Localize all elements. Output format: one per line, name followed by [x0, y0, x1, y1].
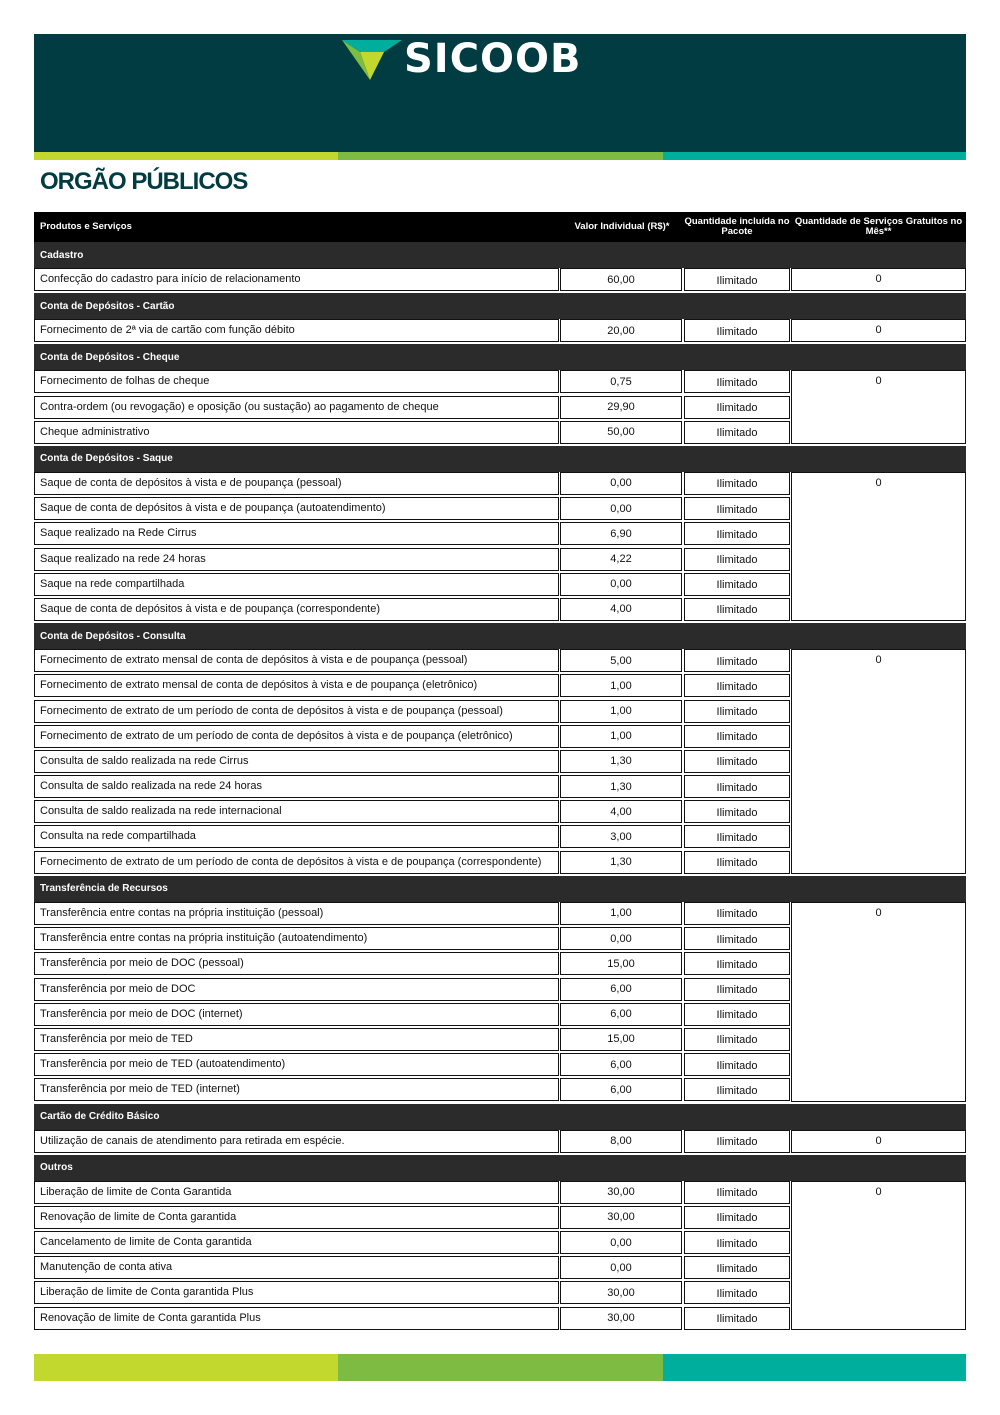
package-quantity: Ilimitado	[684, 268, 790, 291]
service-value: 0,00	[560, 1256, 682, 1279]
service-value: 20,00	[560, 319, 682, 342]
service-value: 29,90	[560, 396, 682, 419]
top-color-stripe	[34, 152, 966, 160]
service-value: 60,00	[560, 268, 682, 291]
service-name: Cancelamento de limite de Conta garantida	[34, 1231, 559, 1254]
service-value: 6,90	[560, 522, 682, 545]
package-quantity: Ilimitado	[684, 1028, 790, 1051]
package-quantity: Ilimitado	[684, 396, 790, 419]
section-group	[34, 1130, 966, 1155]
free-quantity: 0	[791, 1181, 966, 1330]
section-group	[34, 1181, 966, 1332]
service-name: Consulta de saldo realizada na rede internacional	[34, 800, 559, 823]
package-quantity: Ilimitado	[684, 649, 790, 672]
package-quantity: Ilimitado	[684, 522, 790, 545]
service-name: Fornecimento de extrato de um período de conta de depósitos à vista e de poupança (correspondente)	[34, 851, 559, 874]
package-quantity: Ilimitado	[684, 1281, 790, 1304]
package-quantity: Ilimitado	[684, 952, 790, 975]
service-value: 4,00	[560, 598, 682, 621]
service-value: 8,00	[560, 1130, 682, 1153]
service-value: 1,00	[560, 700, 682, 723]
package-quantity: Ilimitado	[684, 319, 790, 342]
section-header: Transferência de Recursos	[34, 876, 966, 902]
service-value: 0,00	[560, 1231, 682, 1254]
package-quantity: Ilimitado	[684, 598, 790, 621]
service-value: 30,00	[560, 1281, 682, 1304]
service-value: 3,00	[560, 825, 682, 848]
service-name: Confecção do cadastro para início de relacionamento	[34, 268, 559, 291]
package-quantity: Ilimitado	[684, 548, 790, 571]
free-quantity: 0	[791, 268, 966, 291]
service-value: 0,00	[560, 472, 682, 495]
service-value: 4,00	[560, 800, 682, 823]
package-quantity: Ilimitado	[684, 1206, 790, 1229]
service-name: Renovação de limite de Conta garantida Plus	[34, 1307, 559, 1330]
package-quantity: Ilimitado	[684, 1078, 790, 1101]
service-name: Transferência por meio de DOC	[34, 978, 559, 1001]
package-quantity: Ilimitado	[684, 700, 790, 723]
page-title: ORGÃO PÚBLICOS	[40, 168, 248, 195]
package-quantity: Ilimitado	[684, 927, 790, 950]
section-group	[34, 902, 966, 1104]
service-value: 0,00	[560, 497, 682, 520]
service-name: Fornecimento de 2ª via de cartão com função débito	[34, 319, 559, 342]
package-quantity: Ilimitado	[684, 1003, 790, 1026]
service-name: Liberação de limite de Conta garantida Plus	[34, 1281, 559, 1304]
service-name: Consulta de saldo realizada na rede Cirrus	[34, 750, 559, 773]
logo-text: SICOOB	[404, 36, 582, 82]
free-quantity: 0	[791, 472, 966, 621]
free-quantity: 0	[791, 370, 966, 444]
package-quantity: Ilimitado	[684, 1053, 790, 1076]
package-quantity: Ilimitado	[684, 573, 790, 596]
section-header: Conta de Depósitos - Cartão	[34, 293, 966, 319]
service-name: Transferência entre contas na própria instituição (autoatendimento)	[34, 927, 559, 950]
section-header: Conta de Depósitos - Consulta	[34, 623, 966, 649]
service-name: Fornecimento de extrato mensal de conta de depósitos à vista e de poupança (pessoal)	[34, 649, 559, 672]
section-header: Outros	[34, 1155, 966, 1181]
package-quantity: Ilimitado	[684, 800, 790, 823]
free-quantity: 0	[791, 902, 966, 1102]
service-value: 30,00	[560, 1307, 682, 1330]
package-quantity: Ilimitado	[684, 902, 790, 925]
fee-table	[34, 212, 966, 1332]
service-value: 1,00	[560, 725, 682, 748]
section-group	[34, 649, 966, 876]
service-value: 1,00	[560, 674, 682, 697]
header-free-qty: Quantidade de Serviços Gratuitos no Mês**	[794, 216, 963, 237]
package-quantity: Ilimitado	[684, 421, 790, 444]
service-value: 1,30	[560, 851, 682, 874]
header-package-qty: Quantidade incluída no Pacote	[684, 216, 790, 237]
service-name: Utilização de canais de atendimento para retirada em espécie.	[34, 1130, 559, 1153]
package-quantity: Ilimitado	[684, 1307, 790, 1330]
service-value: 6,00	[560, 1053, 682, 1076]
service-value: 0,00	[560, 927, 682, 950]
package-quantity: Ilimitado	[684, 1256, 790, 1279]
service-name: Consulta na rede compartilhada	[34, 825, 559, 848]
section-group	[34, 268, 966, 293]
section-header: Cadastro	[34, 242, 966, 268]
section-header: Cartão de Crédito Básico	[34, 1104, 966, 1130]
service-name: Saque de conta de depósitos à vista e de poupança (pessoal)	[34, 472, 559, 495]
service-value: 15,00	[560, 1028, 682, 1051]
section-group	[34, 370, 966, 446]
package-quantity: Ilimitado	[684, 725, 790, 748]
service-name: Renovação de limite de Conta garantida	[34, 1206, 559, 1229]
service-name: Transferência por meio de DOC (internet)	[34, 1003, 559, 1026]
service-name: Saque realizado na Rede Cirrus	[34, 522, 559, 545]
service-name: Saque de conta de depósitos à vista e de poupança (autoatendimento)	[34, 497, 559, 520]
section-header: Conta de Depósitos - Saque	[34, 446, 966, 472]
sicoob-logo	[342, 34, 592, 84]
service-value: 50,00	[560, 421, 682, 444]
section-group	[34, 319, 966, 344]
service-name: Saque realizado na rede 24 horas	[34, 548, 559, 571]
free-quantity: 0	[791, 1130, 966, 1153]
sicoob-logo-icon	[342, 34, 402, 82]
service-value: 4,22	[560, 548, 682, 571]
table-header	[34, 212, 966, 242]
service-value: 6,00	[560, 1078, 682, 1101]
service-value: 6,00	[560, 978, 682, 1001]
service-name: Cheque administrativo	[34, 421, 559, 444]
service-name: Fornecimento de extrato mensal de conta de depósitos à vista e de poupança (eletrônico)	[34, 674, 559, 697]
header-products: Produtos e Serviços	[40, 221, 132, 232]
service-name: Transferência por meio de DOC (pessoal)	[34, 952, 559, 975]
package-quantity: Ilimitado	[684, 851, 790, 874]
service-value: 30,00	[560, 1181, 682, 1204]
service-name: Consulta de saldo realizada na rede 24 horas	[34, 775, 559, 798]
package-quantity: Ilimitado	[684, 775, 790, 798]
package-quantity: Ilimitado	[684, 978, 790, 1001]
service-value: 0,75	[560, 370, 682, 393]
service-name: Transferência entre contas na própria instituição (pessoal)	[34, 902, 559, 925]
service-value: 0,00	[560, 573, 682, 596]
service-value: 5,00	[560, 649, 682, 672]
package-quantity: Ilimitado	[684, 825, 790, 848]
package-quantity: Ilimitado	[684, 1181, 790, 1204]
service-name: Fornecimento de folhas de cheque	[34, 370, 559, 393]
service-name: Fornecimento de extrato de um período de conta de depósitos à vista e de poupança (eletrônico)	[34, 725, 559, 748]
bottom-color-stripe	[34, 1354, 966, 1381]
free-quantity: 0	[791, 319, 966, 342]
free-quantity: 0	[791, 649, 966, 874]
header-value: Valor Individual (R$)*	[574, 221, 670, 232]
section-group	[34, 472, 966, 623]
package-quantity: Ilimitado	[684, 370, 790, 393]
service-name: Transferência por meio de TED (autoatendimento)	[34, 1053, 559, 1076]
package-quantity: Ilimitado	[684, 1130, 790, 1153]
package-quantity: Ilimitado	[684, 472, 790, 495]
service-value: 1,30	[560, 775, 682, 798]
service-value: 6,00	[560, 1003, 682, 1026]
service-name: Contra-ordem (ou revogação) e oposição (ou sustação) ao pagamento de cheque	[34, 396, 559, 419]
service-value: 30,00	[560, 1206, 682, 1229]
service-value: 1,30	[560, 750, 682, 773]
section-header: Conta de Depósitos - Cheque	[34, 344, 966, 370]
package-quantity: Ilimitado	[684, 674, 790, 697]
service-name: Transferência por meio de TED	[34, 1028, 559, 1051]
service-name: Transferência por meio de TED (internet)	[34, 1078, 559, 1101]
package-quantity: Ilimitado	[684, 497, 790, 520]
service-name: Saque de conta de depósitos à vista e de poupança (correspondente)	[34, 598, 559, 621]
service-name: Liberação de limite de Conta Garantida	[34, 1181, 559, 1204]
service-name: Manutenção de conta ativa	[34, 1256, 559, 1279]
service-value: 1,00	[560, 902, 682, 925]
service-value: 15,00	[560, 952, 682, 975]
package-quantity: Ilimitado	[684, 1231, 790, 1254]
service-name: Saque na rede compartilhada	[34, 573, 559, 596]
service-name: Fornecimento de extrato de um período de conta de depósitos à vista e de poupança (pessoal)	[34, 700, 559, 723]
package-quantity: Ilimitado	[684, 750, 790, 773]
